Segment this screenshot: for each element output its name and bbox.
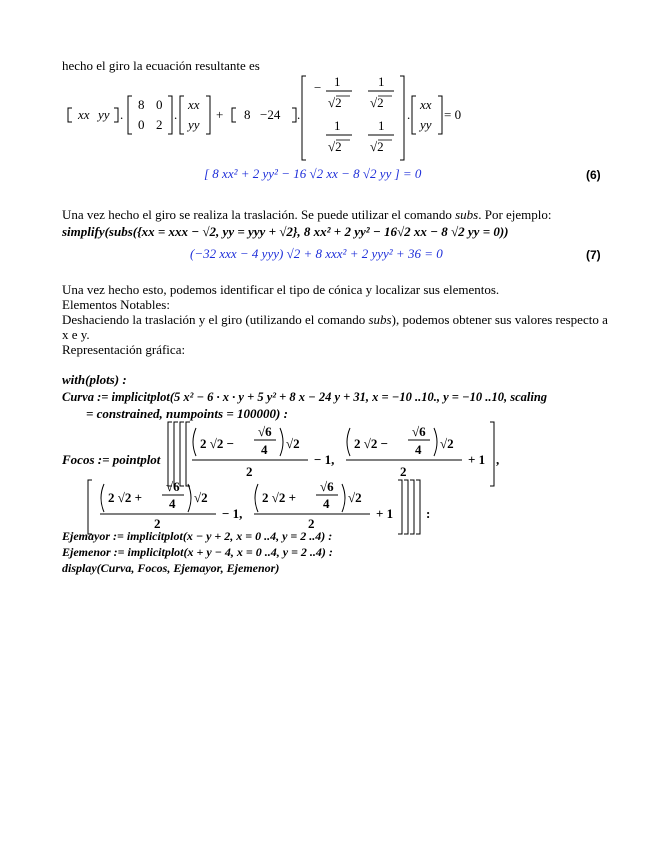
svg-text:2 √2 −: 2 √2 − (200, 436, 235, 451)
svg-text:√2: √2 (328, 139, 342, 154)
svg-text:0: 0 (156, 97, 163, 112)
svg-text:8: 8 (244, 107, 251, 122)
paragraph-representacion: Representación gráfica: (62, 342, 186, 357)
svg-text:2: 2 (246, 464, 253, 479)
matrix-equation (60, 72, 480, 164)
svg-text:− 1,: − 1, (314, 452, 335, 467)
svg-text:.: . (120, 107, 124, 122)
svg-text:√2: √2 (328, 95, 342, 110)
svg-text:2: 2 (156, 117, 163, 132)
svg-text:2 √2 +: 2 √2 + (262, 490, 297, 505)
svg-text:√2: √2 (348, 490, 362, 505)
svg-text:xx: xx (188, 97, 200, 112)
paragraph-deshaciendo (62, 312, 608, 328)
svg-text:√6: √6 (258, 424, 272, 439)
svg-text:1: 1 (378, 118, 385, 133)
code-focos-label: Focos := pointplot (62, 452, 161, 467)
svg-text:+ 1: + 1 (468, 452, 486, 467)
svg-text:2: 2 (400, 464, 407, 479)
subs-word: subs (455, 207, 479, 222)
traslacion-text (62, 207, 552, 223)
svg-text:0: 0 (138, 117, 145, 132)
svg-text:,: , (496, 452, 500, 467)
code-curva-1: Curva := implicitplot(5 x² − 6 · x · y + 5 y² + 8 x − 24 y + 31, x = −10 ..10., y = −10 ..10, scaling (62, 390, 548, 404)
svg-text:.: . (407, 107, 411, 122)
svg-text:+ 1: + 1 (376, 506, 394, 521)
svg-text:√2: √2 (370, 139, 384, 154)
paragraph-elementos: Elementos Notables: (62, 297, 170, 312)
svg-text:+: + (216, 107, 224, 122)
intro-text: hecho el giro la ecuación resultante es (62, 58, 260, 73)
svg-text:√2: √2 (370, 95, 384, 110)
svg-text:− 1,: − 1, (222, 506, 243, 521)
svg-text:8: 8 (138, 97, 145, 112)
simplify-command: simplify(subs({xx = xxx − √2, yy = yyy + √2}, 8 xx² + 2 yy² − 16√2 xx − 8 √2 yy = 0)) (62, 224, 509, 239)
svg-text:= 0: = 0 (444, 107, 462, 122)
traslacion-text-main: Una vez hecho el giro se realiza la traslación. Se puede utilizar el comando (62, 207, 456, 222)
subs-word-2: subs (368, 312, 392, 327)
svg-text:−24: −24 (260, 107, 281, 122)
svg-text:.: . (297, 107, 301, 122)
svg-text:4: 4 (261, 442, 268, 457)
svg-text::: : (426, 506, 431, 521)
code-ejemayor: Ejemayor := implicitplot(x − y + 2, x = 0 ..4, y = 2 ..4) : (62, 529, 333, 543)
svg-text:√6: √6 (320, 479, 334, 494)
svg-text:2 √2 +: 2 √2 + (108, 490, 143, 505)
por-ejemplo-text: . Por ejemplo: (478, 207, 552, 222)
svg-text:2 √2 −: 2 √2 − (354, 436, 389, 451)
equation-6-label: (6) (586, 168, 601, 182)
svg-text:4: 4 (169, 496, 176, 511)
svg-text:2: 2 (308, 516, 315, 531)
svg-text:yy: yy (98, 107, 110, 122)
paragraph-xy: x e y. (62, 327, 90, 342)
equation-6: [ 8 xx² + 2 yy² − 16 √2 xx − 8 √2 yy ] = 0 (204, 166, 422, 181)
svg-text:2: 2 (154, 516, 161, 531)
svg-text:−: − (314, 80, 322, 95)
svg-text:4: 4 (323, 496, 330, 511)
svg-text:xx: xx (420, 97, 432, 112)
svg-text:√2: √2 (286, 436, 300, 451)
svg-text:yy: yy (188, 117, 200, 132)
svg-text:1: 1 (334, 118, 341, 133)
svg-text:√2: √2 (440, 436, 454, 451)
svg-text:.: . (174, 107, 178, 122)
svg-text:√6: √6 (412, 424, 426, 439)
code-display: display(Curva, Focos, Ejemayor, Ejemenor) (62, 561, 280, 575)
svg-text:√2: √2 (194, 490, 208, 505)
equation-7: (−32 xxx − 4 yyy) √2 + 8 xxx² + 2 yyy² + 36 = 0 (190, 246, 443, 261)
code-curva-2: = constrained, numpoints = 100000) : (86, 406, 288, 421)
equation-7-label: (7) (586, 248, 601, 262)
code-with-plots: with(plots) : (62, 372, 127, 387)
svg-text:1: 1 (334, 74, 341, 89)
svg-text:xx: xx (78, 107, 90, 122)
deshaciendo-text-2: ), podemos obtener sus valores respecto a (391, 312, 608, 327)
svg-text:4: 4 (415, 442, 422, 457)
svg-text:1: 1 (378, 74, 385, 89)
deshaciendo-text: Deshaciendo la traslación y el giro (utilizando el comando (62, 312, 369, 327)
svg-text:yy: yy (420, 117, 432, 132)
svg-text:√6: √6 (166, 479, 180, 494)
paragraph-identificar: Una vez hecho esto, podemos identificar el tipo de cónica y localizar sus elementos. (62, 282, 500, 297)
code-ejemenor: Ejemenor := implicitplot(x + y − 4, x = 0 ..4, y = 2 ..4) : (62, 545, 333, 559)
